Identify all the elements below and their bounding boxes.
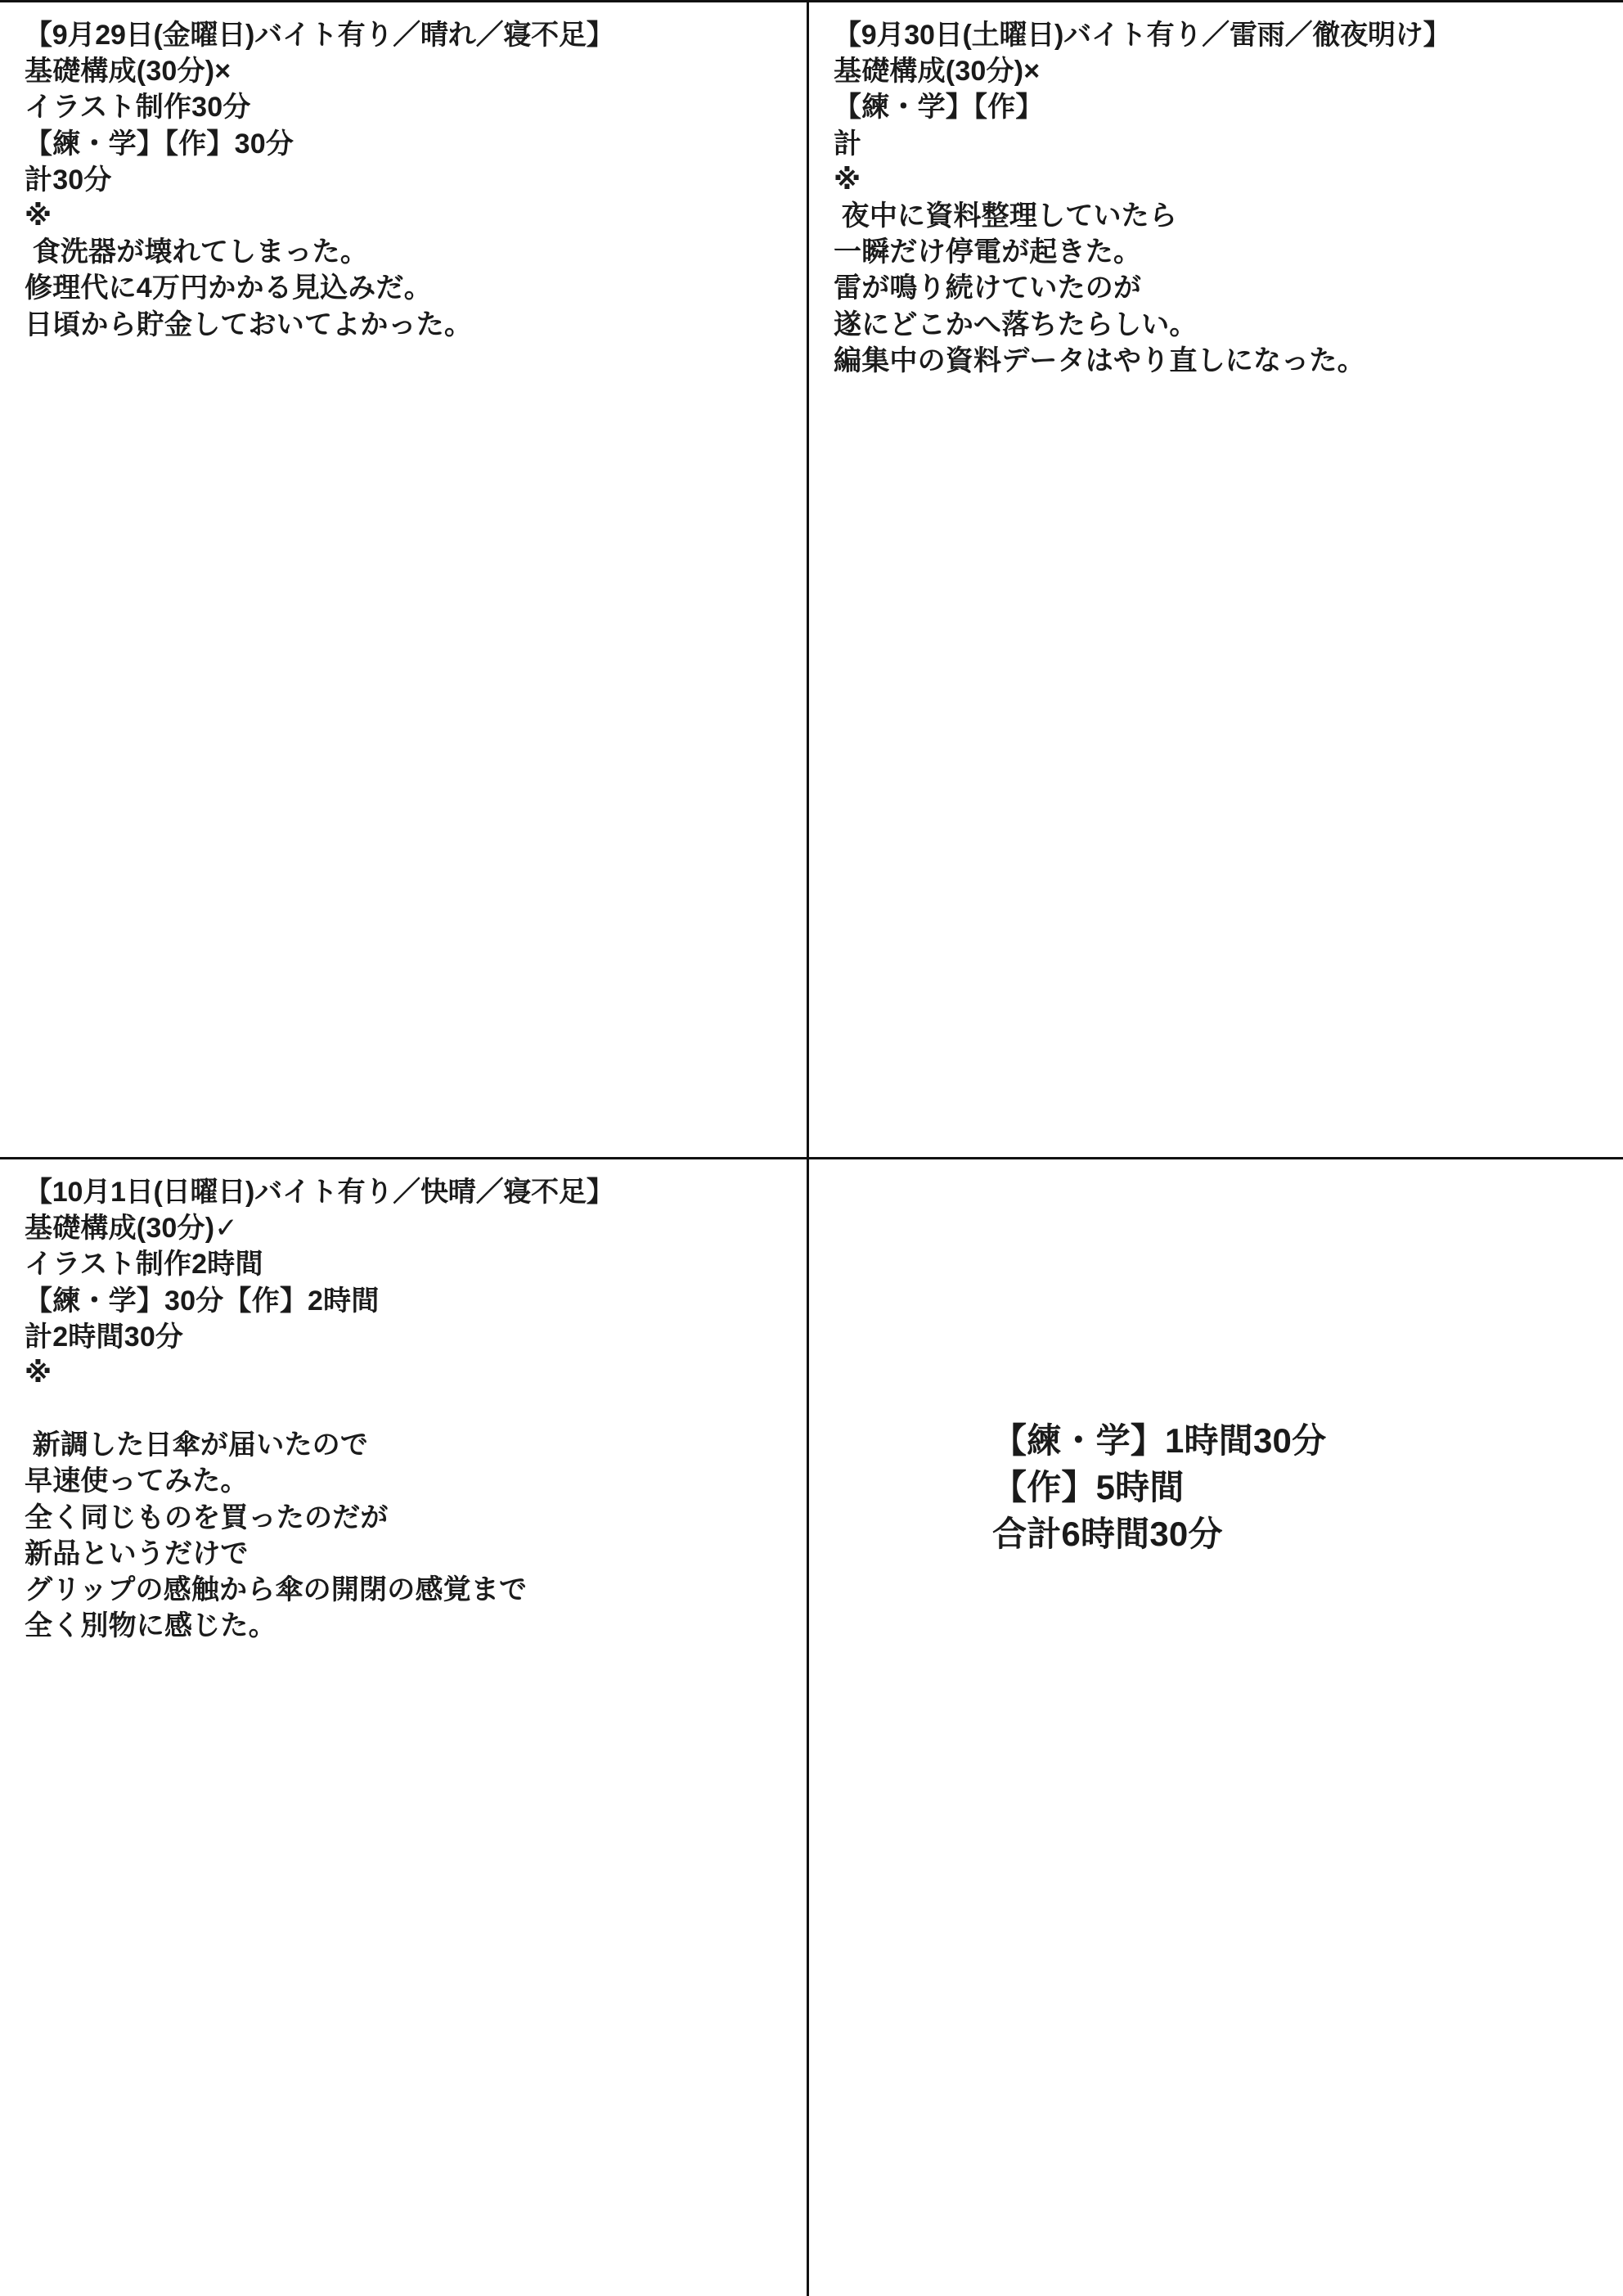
entry-line: 新品というだけで xyxy=(25,1537,249,1569)
entry-line: 全く別物に感じた。 xyxy=(25,1610,276,1642)
entry-line: 計 xyxy=(834,128,862,160)
entry-line: 【練・学】【作】 xyxy=(834,92,1044,124)
summary-work-total: 【作】5時間 xyxy=(992,1468,1185,1507)
entry-line: 夜中に資料整理していたら xyxy=(834,200,1178,232)
entry-line: ※ xyxy=(834,164,861,196)
entry-line: 計2時間30分 xyxy=(25,1321,184,1353)
weekly-summary-cell xyxy=(809,1159,1623,2296)
summary-grand-total: 合計6時間30分 xyxy=(992,1515,1223,1554)
entry-line: 編集中の資料データはやり直しになった。 xyxy=(834,344,1365,376)
entry-line: 基礎構成(30分)× xyxy=(834,56,1041,88)
entry-line: 日頃から貯金しておいてよかった。 xyxy=(25,308,473,340)
entry-line: 【練・学】30分【作】2時間 xyxy=(25,1285,380,1317)
entry-line: 全く同じものを買ったのだが xyxy=(25,1501,389,1533)
entry-line: グリップの感触から傘の開閉の感覚まで xyxy=(25,1573,528,1605)
entry-header: 【9月29日(金曜日)バイト有り／晴れ／寝不足】 xyxy=(25,20,614,51)
weekly-summary-block xyxy=(992,1417,1326,1557)
entry-line: 早速使ってみた。 xyxy=(25,1465,249,1497)
entry-line: ※ xyxy=(25,200,52,232)
entry-line: 新調した日傘が届いたので xyxy=(25,1429,369,1461)
log-entry-cell-sep29 xyxy=(0,2,807,1157)
entry-header: 【9月30日(土曜日)バイト有り／雷雨／徹夜明け】 xyxy=(834,20,1451,51)
entry-line: 基礎構成(30分)✓ xyxy=(25,1213,238,1245)
entry-line: 食洗器が壊れてしまった。 xyxy=(25,236,369,268)
summary-practice-total: 【練・学】1時間30分 xyxy=(992,1421,1327,1460)
log-entry-cell-oct01 xyxy=(0,1159,807,2296)
entry-line: イラスト制作30分 xyxy=(25,92,251,124)
entry-line: 修理代に4万円かかる見込みだ。 xyxy=(25,272,432,304)
log-entry-cell-sep30 xyxy=(809,2,1623,1157)
entry-line-blank xyxy=(25,1391,785,1427)
entry-line: 遂にどこかへ落ちたらしい。 xyxy=(834,308,1198,340)
entry-line: 雷が鳴り続けていたのが xyxy=(834,272,1142,304)
entry-line: 一瞬だけ停電が起きた。 xyxy=(834,236,1142,268)
entry-line: イラスト制作2時間 xyxy=(25,1249,263,1281)
entry-header: 【10月1日(日曜日)バイト有り／快晴／寝不足】 xyxy=(25,1177,614,1208)
entry-line: ※ xyxy=(25,1357,52,1389)
entry-line: 計30分 xyxy=(25,164,112,196)
entry-line: 【練・学】【作】30分 xyxy=(25,128,294,160)
entry-line: 基礎構成(30分)× xyxy=(25,56,232,88)
